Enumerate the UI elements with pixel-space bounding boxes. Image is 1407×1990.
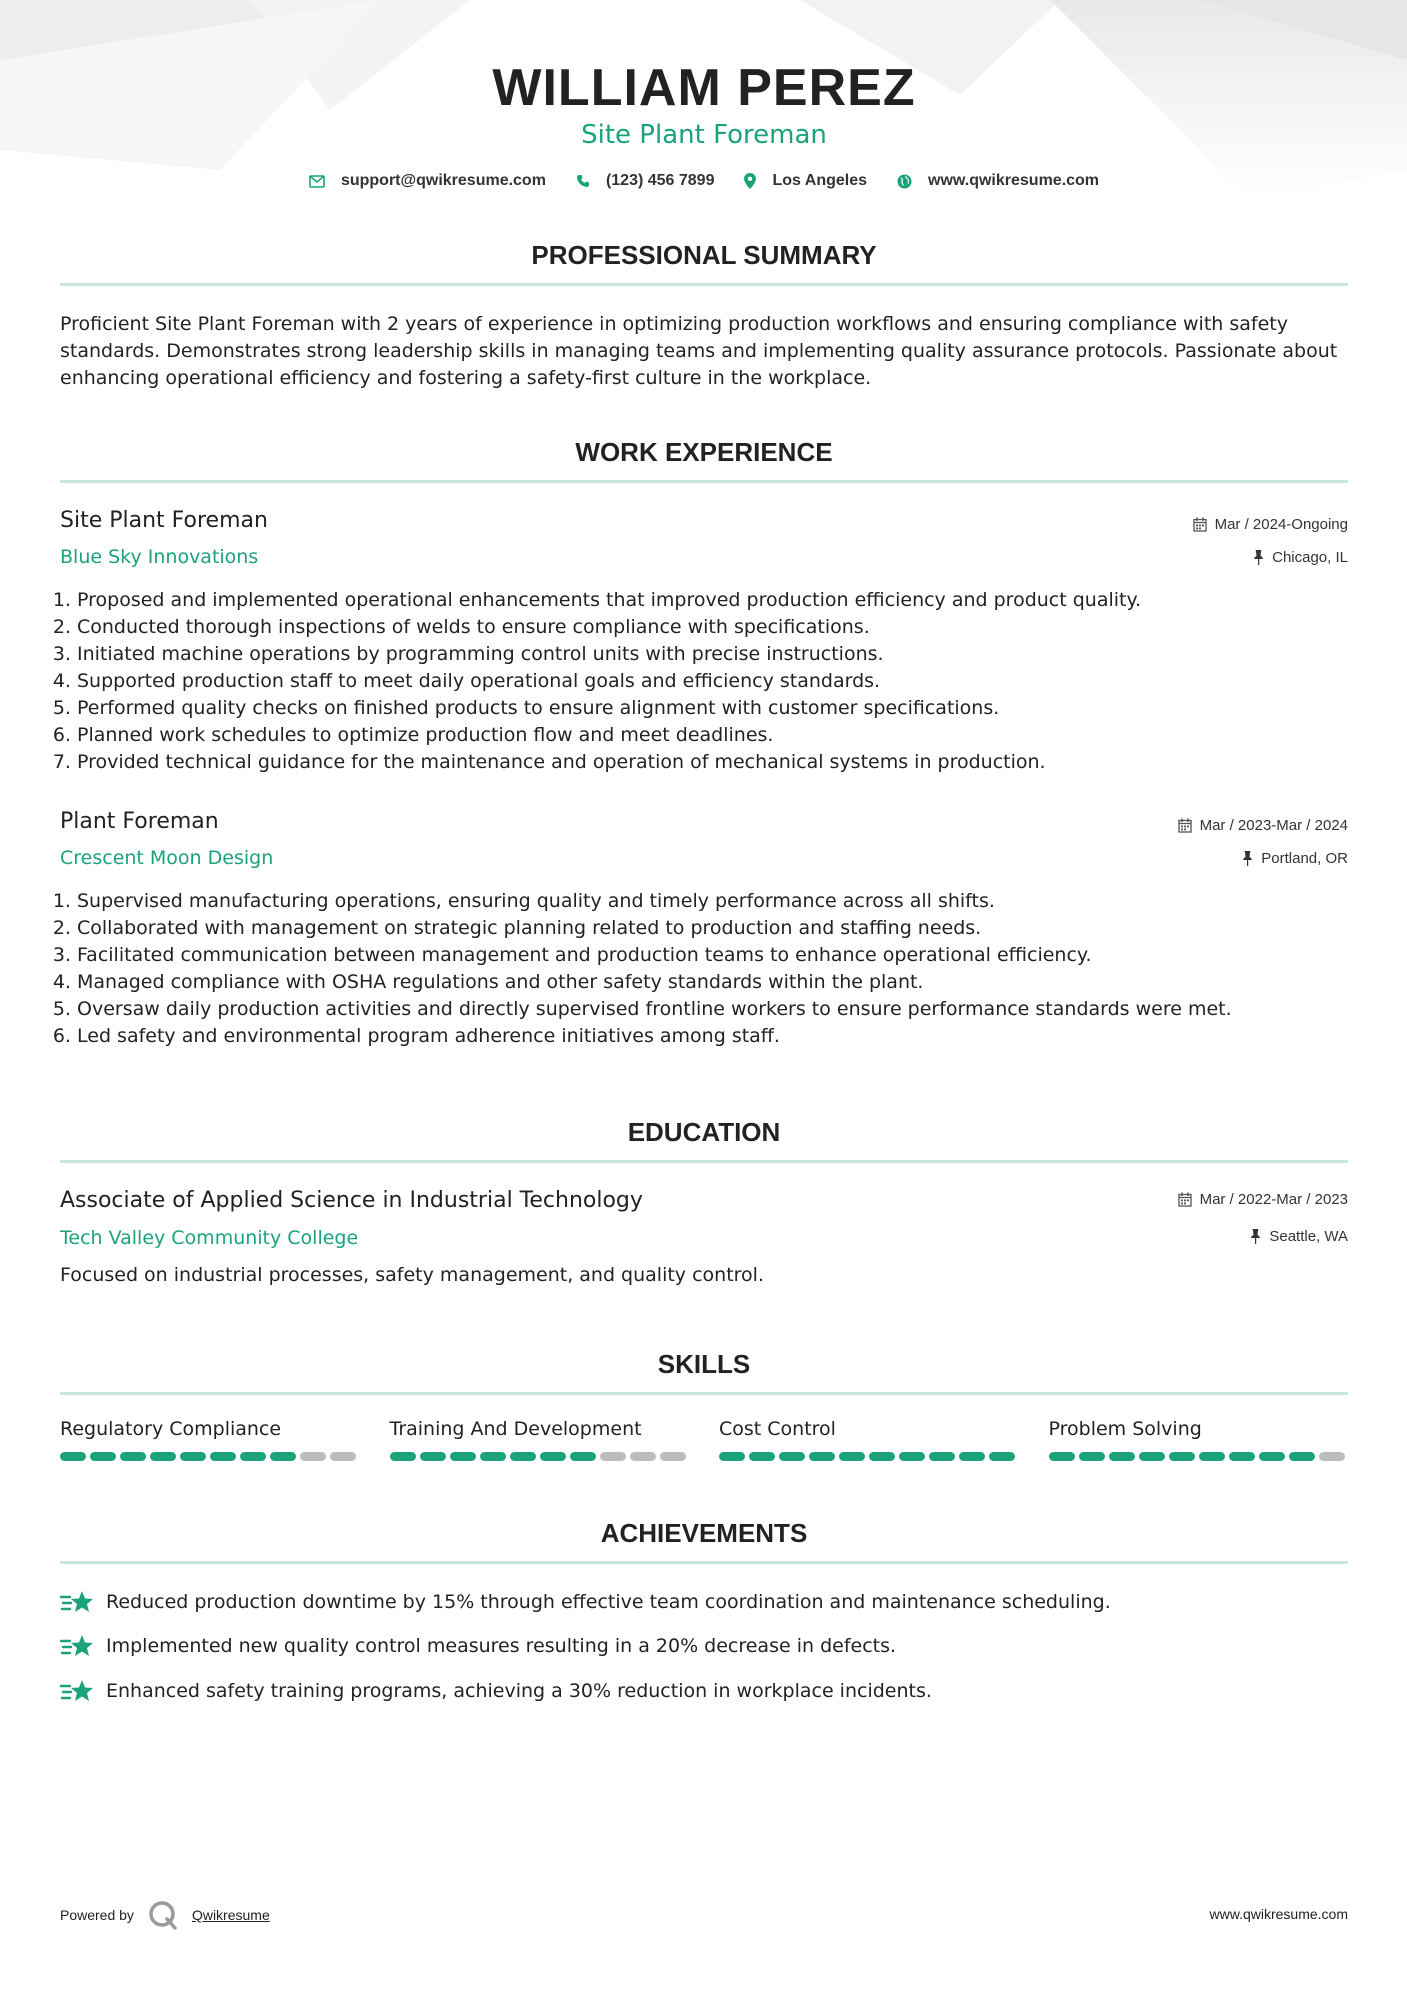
skill-segment-filled bbox=[749, 1452, 775, 1461]
job-title: Site Plant Foreman bbox=[60, 508, 268, 533]
list-item: 7. Provided technical guidance for the maintenance and operation of mechanical systems in production. bbox=[77, 749, 1365, 776]
experience-heading: WORK EXPERIENCE bbox=[575, 437, 833, 467]
skill-segment-filled bbox=[839, 1452, 865, 1461]
skill-segment-filled bbox=[270, 1452, 296, 1461]
qwikresume-link[interactable]: Qwikresume bbox=[191, 1907, 270, 1923]
skill-segment-filled bbox=[570, 1452, 596, 1461]
star-icon bbox=[60, 1589, 94, 1615]
skill-segment-empty bbox=[660, 1452, 686, 1461]
education-location bbox=[1250, 1228, 1348, 1245]
list-item: 5. Oversaw daily production activities and directly supervised frontline workers to ensure performance standards were met. bbox=[77, 996, 1365, 1023]
skill-level-bar bbox=[1049, 1452, 1349, 1461]
skill-segment-empty bbox=[600, 1452, 626, 1461]
location-text: Los Angeles bbox=[772, 172, 868, 189]
skill-segment-empty bbox=[630, 1452, 656, 1461]
skill-segment-empty bbox=[300, 1452, 326, 1461]
list-item: 1. Supervised manufacturing operations, ensuring quality and timely performance across all shifts. bbox=[77, 888, 1365, 915]
list-item: 1. Proposed and implemented operational enhancements that improved production efficiency and product quality. bbox=[77, 587, 1365, 614]
contact-website[interactable] bbox=[897, 172, 1099, 190]
achievements-heading: ACHIEVEMENTS bbox=[600, 1518, 808, 1548]
job-location bbox=[1253, 549, 1348, 566]
contact-location bbox=[744, 172, 867, 190]
list-item: 6. Led safety and environmental program adherence initiatives among staff. bbox=[77, 1023, 1365, 1050]
contact-phone[interactable] bbox=[576, 172, 715, 190]
skill-segment-empty bbox=[330, 1452, 356, 1461]
list-item: 3. Initiated machine operations by programming control units with precise instructions. bbox=[77, 641, 1365, 668]
skill-segment-filled bbox=[1169, 1452, 1195, 1461]
skill-segment-filled bbox=[719, 1452, 745, 1461]
skills-list bbox=[60, 1418, 1348, 1461]
skill-segment-filled bbox=[779, 1452, 805, 1461]
job-location-text: Chicago, IL bbox=[1272, 549, 1348, 566]
skill-segment-filled bbox=[480, 1452, 506, 1461]
calendar-icon bbox=[1193, 517, 1207, 532]
skill-segment-filled bbox=[1229, 1452, 1255, 1461]
pushpin-icon bbox=[1250, 1229, 1261, 1244]
candidate-title: Site Plant Foreman bbox=[581, 120, 827, 150]
education-description: Focused on industrial processes, safety management, and quality control. bbox=[60, 1264, 764, 1286]
envelope-icon bbox=[309, 175, 325, 188]
footer-website[interactable]: www.qwikresume.com bbox=[1209, 1906, 1348, 1922]
job-duties-list bbox=[60, 587, 1365, 776]
job-date-text: Mar / 2024-Ongoing bbox=[1214, 516, 1348, 533]
skill-segment-filled bbox=[540, 1452, 566, 1461]
achievement-item bbox=[60, 1678, 932, 1704]
skill-segment-filled bbox=[1079, 1452, 1105, 1461]
skill-name: Cost Control bbox=[719, 1418, 836, 1440]
skill-segment-filled bbox=[1109, 1452, 1135, 1461]
powered-by-label: Powered by bbox=[60, 1907, 134, 1923]
phone-icon bbox=[576, 174, 590, 188]
achievement-item bbox=[60, 1633, 896, 1659]
job-date bbox=[1193, 516, 1348, 533]
website-text: www.qwikresume.com bbox=[928, 172, 1100, 189]
skill-segment-filled bbox=[120, 1452, 146, 1461]
skill-segment-empty bbox=[1319, 1452, 1345, 1461]
skill-level-bar bbox=[719, 1452, 1019, 1461]
skill-segment-filled bbox=[390, 1452, 416, 1461]
skill-segment-filled bbox=[420, 1452, 446, 1461]
skill-level-bar bbox=[60, 1452, 360, 1461]
education-date bbox=[1178, 1191, 1348, 1208]
pushpin-icon bbox=[1242, 851, 1253, 866]
skill-segment-filled bbox=[1139, 1452, 1165, 1461]
achievement-text: Implemented new quality control measures resulting in a 20% decrease in defects. bbox=[106, 1635, 897, 1657]
list-item: 5. Performed quality checks on finished products to ensure alignment with customer specifications. bbox=[77, 695, 1365, 722]
education-heading: EDUCATION bbox=[627, 1117, 781, 1147]
education-date-text: Mar / 2022-Mar / 2023 bbox=[1199, 1191, 1348, 1208]
achievement-text: Enhanced safety training programs, achieving a 30% reduction in workplace incidents. bbox=[106, 1680, 932, 1702]
qwikresume-logo-icon bbox=[148, 1900, 178, 1930]
section-divider bbox=[60, 283, 1348, 286]
list-item: 3. Facilitated communication between management and production teams to enhance operational efficiency. bbox=[77, 942, 1365, 969]
skill-segment-filled bbox=[450, 1452, 476, 1461]
summary-text: Proficient Site Plant Foreman with 2 years of experience in optimizing production workflows and ensuring compliance with safety standards. Demonstrates strong leadership skills in managing teams and implementing quality assurance protocols. Passionate about enhancing operational efficiency and fostering a safety-first culture in the workplace. bbox=[60, 313, 1338, 389]
skill-segment-filled bbox=[180, 1452, 206, 1461]
list-item: 4. Managed compliance with OSHA regulations and other safety standards within the plant. bbox=[77, 969, 1365, 996]
calendar-icon bbox=[1178, 818, 1192, 833]
section-divider bbox=[60, 480, 1348, 483]
skill-segment-filled bbox=[150, 1452, 176, 1461]
pushpin-icon bbox=[1253, 550, 1264, 565]
list-item: 2. Conducted thorough inspections of welds to ensure compliance with specifications. bbox=[77, 614, 1365, 641]
skill-segment-filled bbox=[1259, 1452, 1285, 1461]
calendar-icon bbox=[1178, 1192, 1192, 1207]
skill-segment-filled bbox=[929, 1452, 955, 1461]
skill-name: Problem Solving bbox=[1048, 1418, 1202, 1440]
footer-powered-by bbox=[60, 1900, 270, 1930]
section-divider bbox=[60, 1392, 1348, 1395]
skill-segment-filled bbox=[210, 1452, 236, 1461]
skill-segment-filled bbox=[899, 1452, 925, 1461]
achievement-item bbox=[60, 1589, 1111, 1615]
skill-name: Training And Development bbox=[389, 1418, 642, 1440]
skill-item bbox=[390, 1418, 690, 1461]
degree-title: Associate of Applied Science in Industrial Technology bbox=[60, 1188, 643, 1213]
skill-segment-filled bbox=[60, 1452, 86, 1461]
company-name: Crescent Moon Design bbox=[60, 847, 274, 869]
skill-segment-filled bbox=[989, 1452, 1015, 1461]
achievement-text: Reduced production downtime by 15% through effective team coordination and maintenance scheduling. bbox=[106, 1591, 1111, 1613]
map-pin-icon bbox=[744, 173, 756, 189]
skill-segment-filled bbox=[90, 1452, 116, 1461]
skill-segment-filled bbox=[1199, 1452, 1225, 1461]
skill-level-bar bbox=[390, 1452, 690, 1461]
skill-item bbox=[1049, 1418, 1349, 1461]
section-divider bbox=[60, 1561, 1348, 1564]
job-duties-list bbox=[60, 888, 1365, 1050]
skills-heading: SKILLS bbox=[657, 1349, 751, 1379]
contact-email[interactable] bbox=[309, 172, 546, 190]
summary-heading: PROFESSIONAL SUMMARY bbox=[531, 240, 877, 270]
globe-icon bbox=[897, 174, 912, 189]
company-name: Blue Sky Innovations bbox=[60, 546, 259, 568]
star-icon bbox=[60, 1678, 94, 1704]
skill-segment-filled bbox=[809, 1452, 835, 1461]
phone-text: (123) 456 7899 bbox=[605, 172, 715, 189]
job-date-text: Mar / 2023-Mar / 2024 bbox=[1199, 817, 1348, 834]
candidate-name: WILLIAM PEREZ bbox=[492, 59, 916, 117]
job-location bbox=[1242, 850, 1348, 867]
skill-segment-filled bbox=[959, 1452, 985, 1461]
skill-segment-filled bbox=[510, 1452, 536, 1461]
job-title: Plant Foreman bbox=[60, 809, 219, 834]
list-item: 6. Planned work schedules to optimize production flow and meet deadlines. bbox=[77, 722, 1365, 749]
school-name: Tech Valley Community College bbox=[60, 1227, 359, 1249]
section-divider bbox=[60, 1160, 1348, 1163]
job-location-text: Portland, OR bbox=[1261, 850, 1348, 867]
skill-segment-filled bbox=[1049, 1452, 1075, 1461]
contact-bar bbox=[60, 172, 1348, 190]
education-location-text: Seattle, WA bbox=[1269, 1228, 1348, 1245]
skill-segment-filled bbox=[869, 1452, 895, 1461]
list-item: 4. Supported production staff to meet daily operational goals and efficiency standards. bbox=[77, 668, 1365, 695]
skill-item bbox=[719, 1418, 1019, 1461]
list-item: 2. Collaborated with management on strategic planning related to production and staffing needs. bbox=[77, 915, 1365, 942]
job-date bbox=[1178, 817, 1348, 834]
skill-segment-filled bbox=[1289, 1452, 1315, 1461]
skill-segment-filled bbox=[240, 1452, 266, 1461]
skill-name: Regulatory Compliance bbox=[60, 1418, 282, 1440]
star-icon bbox=[60, 1633, 94, 1659]
skill-item bbox=[60, 1418, 360, 1461]
email-text: support@qwikresume.com bbox=[340, 172, 546, 189]
